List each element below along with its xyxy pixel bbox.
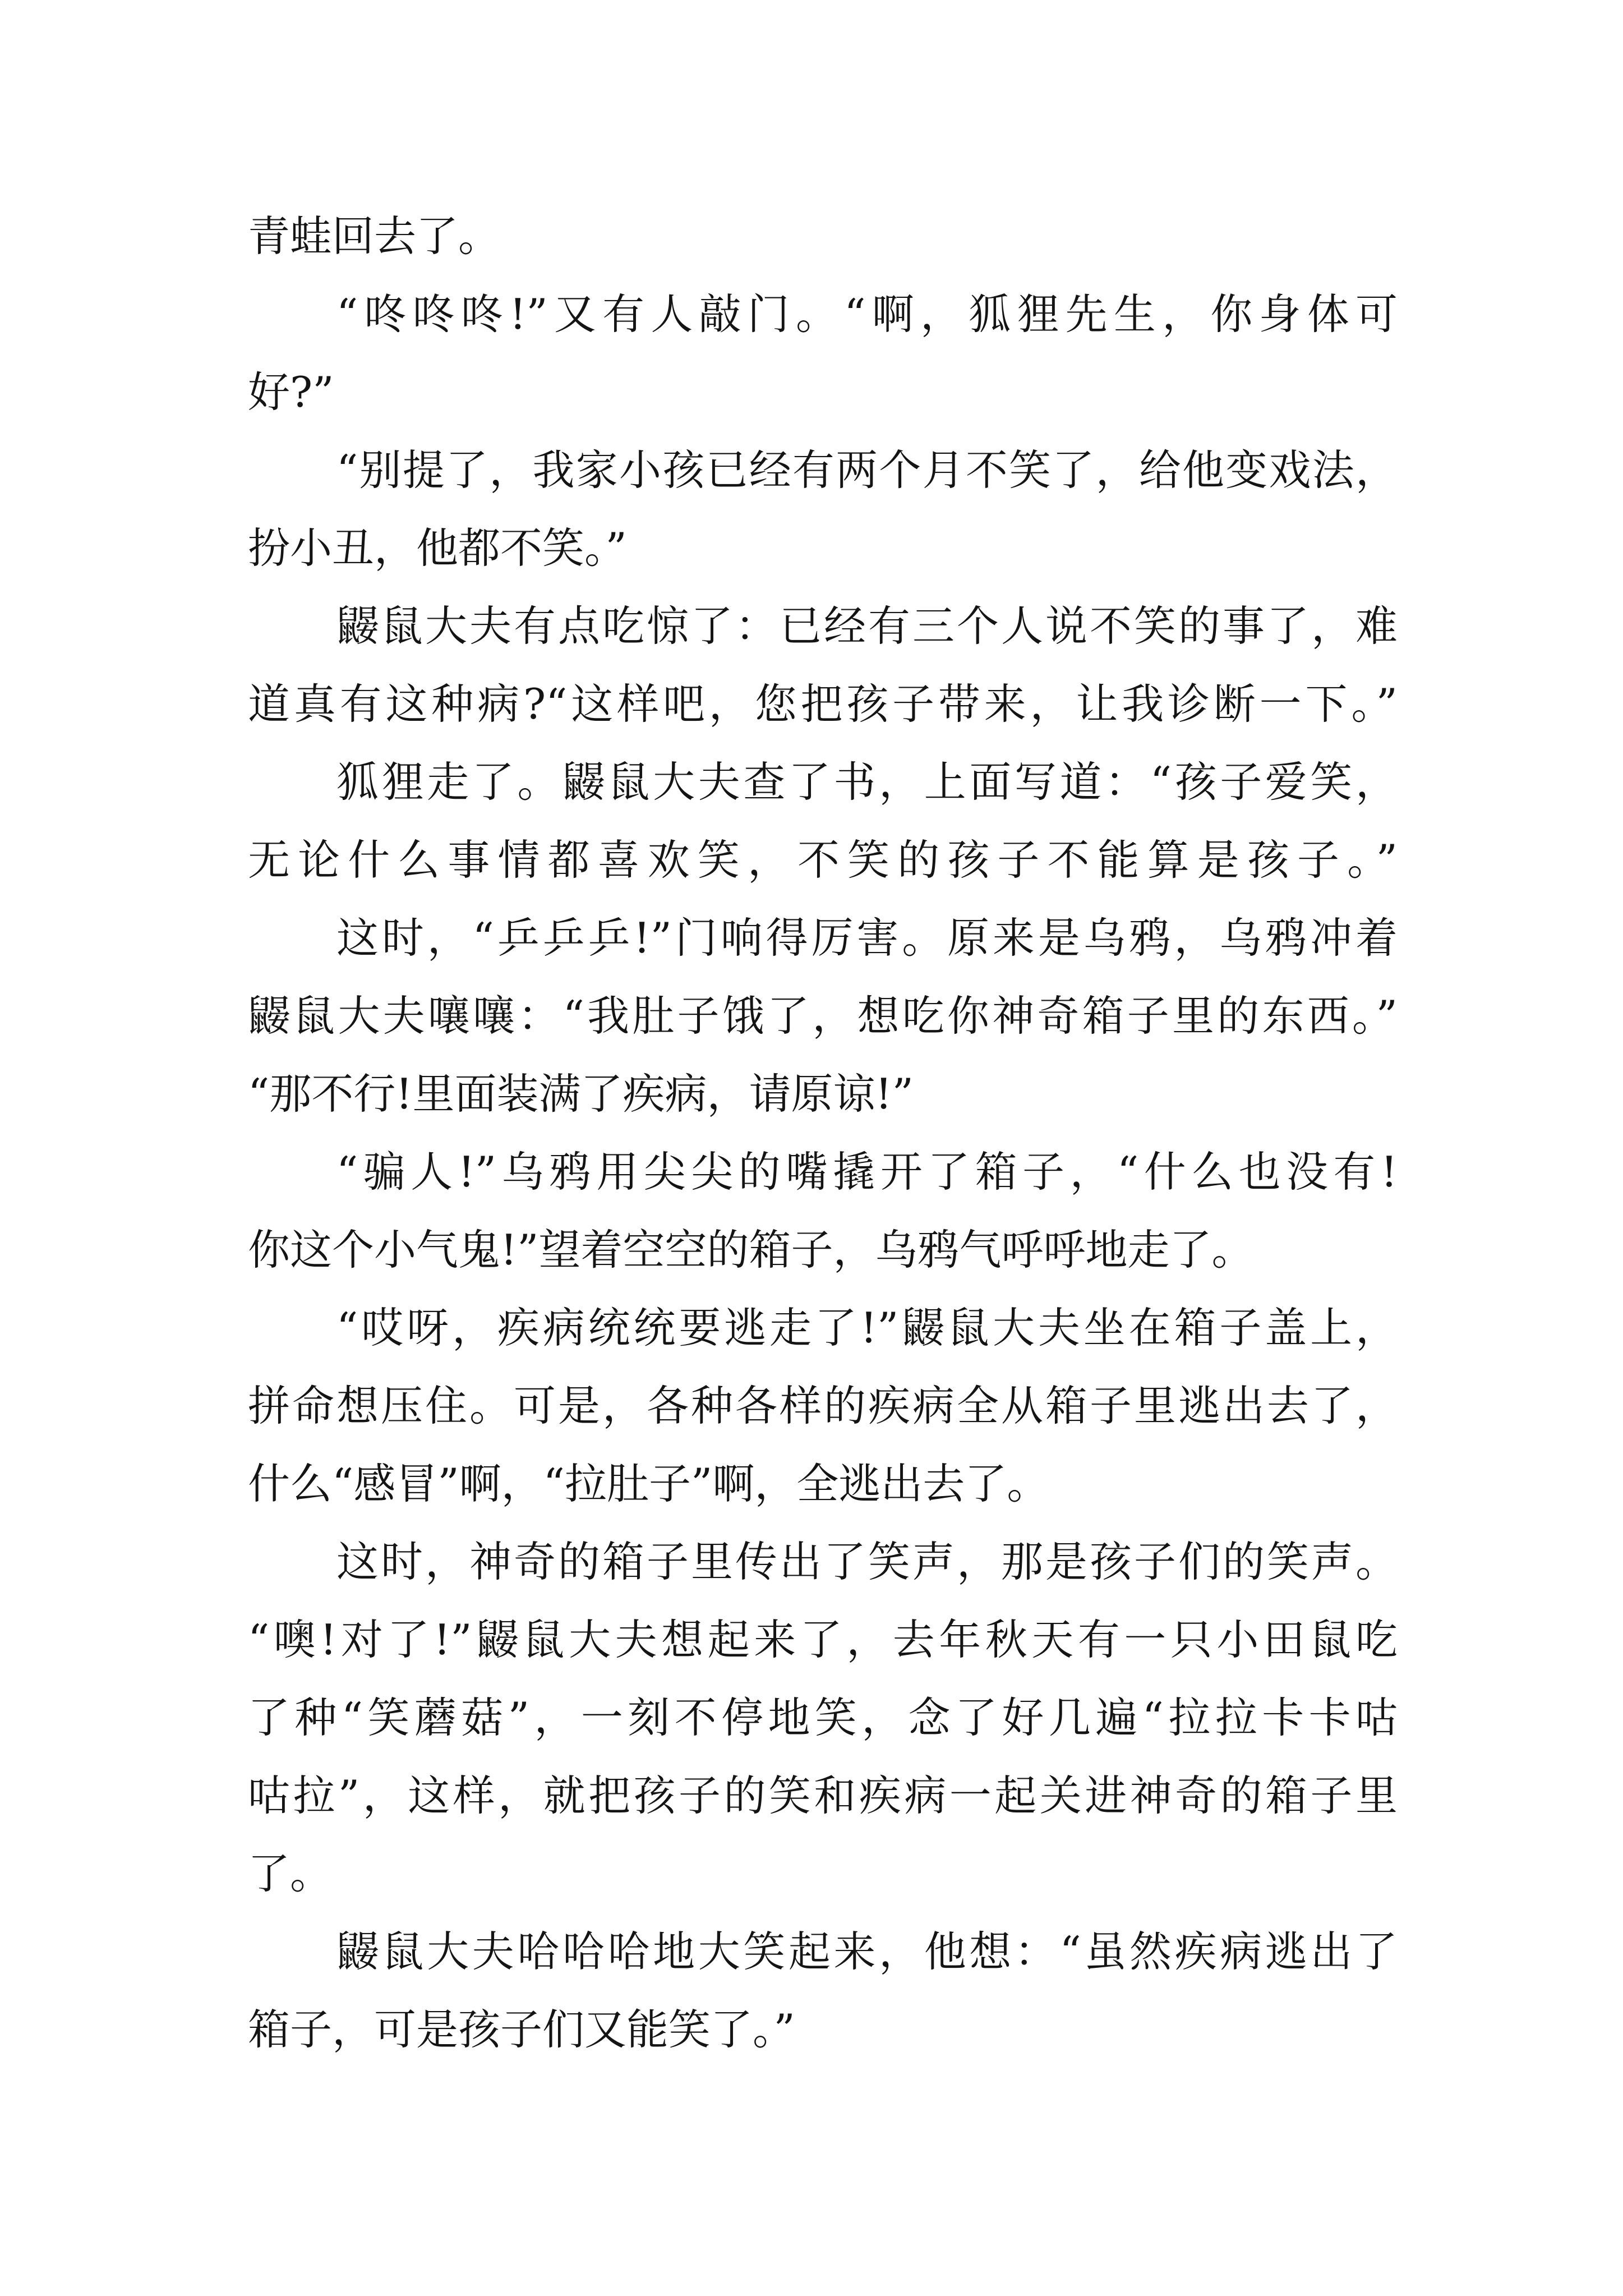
text-line: 你这个小气鬼!”望着空空的箱子，乌鸦气呼呼地走了。	[248, 1225, 1254, 1274]
text-line: 拼命想压住。可是，各种各样的疾病全从箱子里逃出去了，	[248, 1381, 1398, 1430]
text-line: 青蛙回去了。	[248, 211, 501, 261]
text-line: “骗人!”乌鸦用尖尖的嘴撬开了箱子，“什么也没有!	[336, 1147, 1398, 1197]
text-line: 鼹鼠大夫哈哈哈地大笑起来，他想：“虽然疾病逃出了	[336, 1927, 1398, 1976]
text-line: “噢!对了!”鼹鼠大夫想起来了，去年秋天有一只小田鼠吃	[248, 1615, 1398, 1664]
text-line: “咚咚咚!”又有人敲门。“啊，狐狸先生，你身体可	[336, 289, 1398, 339]
text-line: 好?”	[248, 367, 334, 417]
paragraph	[248, 1523, 1398, 1913]
text-line: 这时，神奇的箱子里传出了笑声，那是孩子们的笑声。	[336, 1537, 1398, 1586]
text-line: 这时，“乒乒乒!”门响得厉害。原来是乌鸦，乌鸦冲着	[336, 913, 1398, 963]
text-line: 了。	[248, 1849, 333, 1898]
paragraph	[248, 1289, 1398, 1523]
text-line: “那不行!里面装满了疾病，请原谅!”	[248, 1069, 914, 1119]
paragraph	[248, 197, 1398, 275]
paragraph	[248, 587, 1398, 743]
text-line: 狐狸走了。鼹鼠大夫查了书，上面写道：“孩子爱笑，	[336, 757, 1398, 807]
paragraph	[248, 275, 1398, 431]
paragraph	[248, 431, 1398, 587]
text-line: 鼹鼠大夫有点吃惊了：已经有三个人说不笑的事了，难	[336, 601, 1398, 651]
text-line: 咕拉”，这样，就把孩子的笑和疾病一起关进神奇的箱子里	[248, 1771, 1398, 1820]
text-line: 无论什么事情都喜欢笑，不笑的孩子不能算是孩子。”	[248, 835, 1398, 885]
text-line: “哎呀，疾病统统要逃走了!”鼹鼠大夫坐在箱子盖上，	[336, 1303, 1398, 1352]
paragraph	[248, 899, 1398, 1133]
text-line: “别提了，我家小孩已经有两个月不笑了，给他变戏法，	[336, 445, 1398, 495]
text-line: 了种“笑蘑菇”，一刻不停地笑，念了好几遍“拉拉卡卡咕	[248, 1693, 1398, 1742]
body-text	[248, 197, 1398, 2069]
text-line: 扮小丑，他都不笑。”	[248, 523, 627, 573]
text-line: 鼹鼠大夫嚷嚷：“我肚子饿了，想吃你神奇箱子里的东西。”	[248, 991, 1398, 1041]
text-line: 道真有这种病?“这样吧，您把孩子带来，让我诊断一下。”	[248, 679, 1398, 729]
text-line: 什么“感冒”啊，“拉肚子”啊，全逃出去了。	[248, 1459, 1049, 1508]
paragraph	[248, 743, 1398, 899]
paragraph	[248, 1913, 1398, 2069]
paragraph	[248, 1133, 1398, 1289]
text-line: 箱子，可是孩子们又能笑了。”	[248, 2005, 795, 2054]
